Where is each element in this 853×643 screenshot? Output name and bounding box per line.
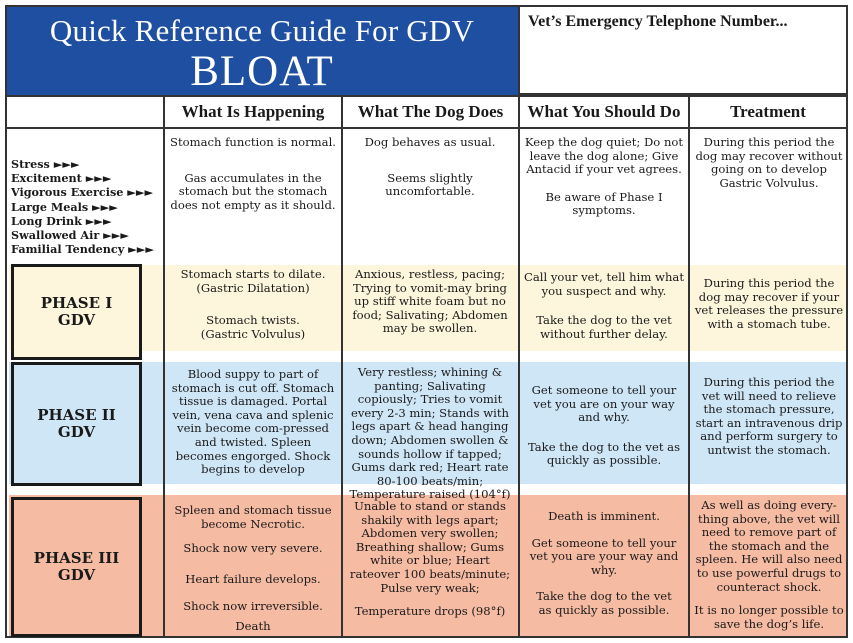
column-divider-4: [688, 97, 690, 638]
column-header-dog-does: What The Dog Does: [357, 102, 504, 121]
vet-phone-label: Vet’s Emergency Telephone Number...: [528, 13, 788, 30]
risk-factor-item: Swallowed Air ►►►: [11, 228, 129, 243]
phase-3-treatment: As well as doing every-thing above, the vet will need to remove part of the stomach and the spleen. He will also need to use powerful drugs to counteract shock. It is no longer possible to save the dog’s life.: [694, 498, 844, 631]
risk-factor-item: Excitement ►►►: [11, 171, 112, 186]
phase-3-dog-does: Unable to stand or stands shakily with legs apart; Abdomen very swollen; Breathing shallow; Gums white or blue; Heart rateover 100 beats/minute; Pulse very weak; Temperature drops (98°f): [349, 499, 511, 619]
phase-2-dog-does: Very restless; whining & panting; Salivating copiously; Tries to vomit every 2-3 min; Stands with legs apart & head hanging down; Abdomen swollen & sounds hollow if tapped; Gums dark red; Heart rate 80-100 beats/min; Temperature raised (104°f): [349, 365, 511, 502]
phase-3-happening: Spleen and stomach tissue become Necrotic. Shock now very severe. Heart failure develops. Shock now irreversible. Death: [174, 503, 332, 633]
risk-factor-item: Familial Tendency ►►►: [11, 242, 154, 257]
prephase-happening: Stomach function is normal. Gas accumulates in the stomach but the stomach does not empty as it should.: [170, 135, 336, 212]
border-right: [846, 5, 848, 638]
prephase-should-do: Keep the dog quiet; Do not leave the dog alone; Give Antacid if your vet agrees. Be aware of Phase I symptoms.: [524, 135, 684, 218]
vet-phone-box: [519, 5, 848, 95]
title-banner: [5, 5, 519, 95]
guide-title: Quick Reference Guide For GDV: [49, 13, 475, 48]
phase-2-label: PHASE II GDV: [11, 362, 142, 486]
risk-factor-item: Vigorous Exercise ►►►: [11, 185, 154, 200]
column-divider-1: [163, 97, 165, 638]
phase-3-should-do: Death is imminent. Get someone to tell your vet you are your way and why. Take the dog to the vet as quickly as possible.: [529, 509, 679, 617]
prephase-treatment: During this period the dog may recover without going on to develop Gastric Volvulus.: [695, 135, 843, 190]
border-left: [5, 5, 7, 638]
risk-factor-list: [11, 157, 163, 256]
column-header-happening: What Is Happening: [181, 102, 325, 121]
phase-1-label: PHASE I GDV: [11, 264, 142, 360]
risk-factor-item: Large Meals ►►►: [11, 199, 118, 214]
phase-2-should-do: Get someone to tell your vet you are on your way and why. Take the dog to the vet as quickly as possible.: [527, 383, 681, 468]
risk-factor-item: Long Drink ►►►: [11, 213, 112, 228]
phase-3-label: PHASE III GDV: [11, 497, 142, 637]
phase-1-should-do: Call your vet, tell him what you suspect and why. Take the dog to the vet without further delay.: [524, 270, 684, 341]
column-header-treatment: Treatment: [730, 102, 806, 121]
phase-1-treatment: During this period the dog may recover if your vet releases the pressure with a stomach tube.: [694, 276, 844, 331]
prephase-dog-does: Dog behaves as usual. Seems slightly uncomfortable.: [364, 135, 496, 199]
column-divider-2: [341, 97, 343, 638]
phase-1-happening: Stomach starts to dilate. (Gastric Dilatation) Stomach twists. (Gastric Volvulus): [180, 267, 326, 341]
guide-subtitle: BLOAT: [190, 48, 334, 95]
border-top: [5, 5, 848, 7]
phase-2-treatment: During this period the vet will need to relieve the stomach pressure, start an intravenous drip and perform surgery to untwist the stomach.: [695, 375, 843, 457]
column-header-divider: [5, 127, 848, 129]
phase-1-dog-does: Anxious, restless, pacing; Trying to vomit-may bring up stiff white foam but no food; Salivating; Abdomen may be swollen.: [352, 267, 508, 336]
risk-factor-item: Stress ►►►: [11, 157, 80, 171]
phase-2-happening: Blood suppy to part of stomach is cut off. Stomach tissue is damaged. Portal vein, vena cava and splenic vein become com-pressed and twisted. Spleen becomes engorged. Shock begins to develop: [171, 367, 335, 477]
column-header-should-do: What You Should Do: [527, 102, 681, 121]
